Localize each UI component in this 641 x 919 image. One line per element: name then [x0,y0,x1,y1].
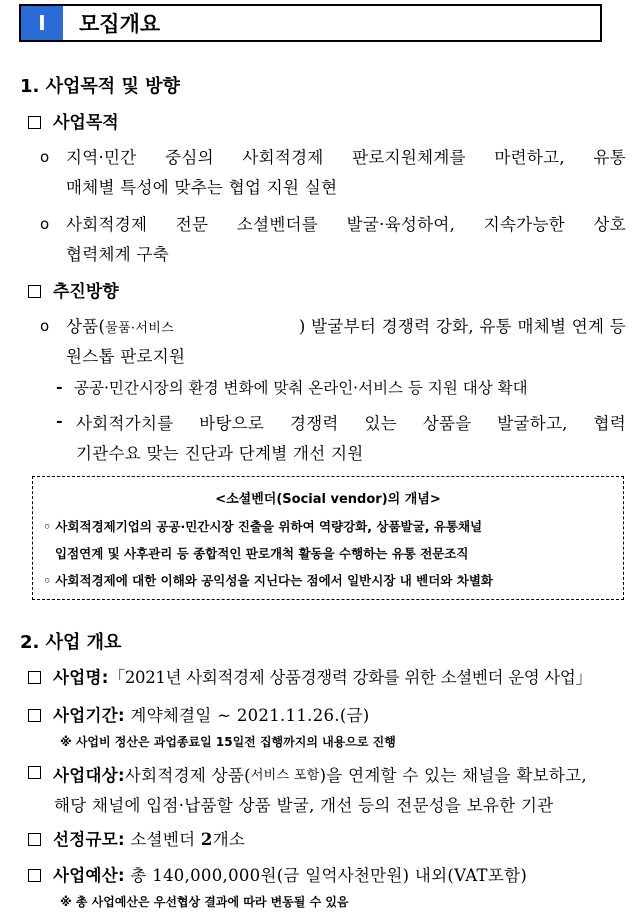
purpose-item-1-line-1: 지역·민간 중심의 사회적경제 판로지원체계를 마련하고, 유통 [66,148,626,167]
section-title: 모집개요 [79,12,161,36]
section-title-box [19,4,602,42]
concept-title: <소셜벤더(Social vendor)의 개념> [215,492,441,507]
project-name-row: 사업명:「2021년 사회적경제 상품경쟁력 강화를 위한 소셜벤더 운영 사업」 [28,664,592,688]
purpose-heading: 사업목적 [28,108,119,133]
concept-box [32,476,624,600]
purpose-item-1-line-2: 매체별 특성에 맞추는 협업 지원 실현 [66,178,338,197]
project-scale-row: 선정규모: 소셜벤더 2개소 [28,826,245,850]
direction-sub-2-line-2: 기관수요 맞는 진단과 단계별 개선 지원 [76,444,364,463]
project-budget-row: 사업예산: 총 140,000,000원(금 일억사천만원) 내외(VAT포함) [28,862,527,886]
dash-bullet-icon: - [56,377,63,396]
direction-sub-2-line-1: 사회적가치를 바탕으로 경쟁력 있는 상품을 발굴하고, 협력 [76,414,626,433]
circle-bullet-icon: o [40,215,50,233]
period-note: ※ 사업비 정산은 과업종료일 15일전 집행까지의 내용으로 진행 [60,735,396,749]
budget-note: ※ 총 사업예산은 우선협상 결과에 따라 변동될 수 있음 [60,895,349,909]
heading-2: 2. 사업 개요 [20,632,122,653]
checkbox-square-icon [28,709,41,722]
checkbox-square-icon [28,116,41,129]
checkbox-square-icon [28,833,41,846]
checkbox-square-icon [28,766,41,779]
project-target-row: 사업대상: 사회적경제 상품( 서비스 포함 )을 연계할 수 있는 채널을 확보하고, [28,762,626,786]
purpose-item-2-line-2: 협력체계 구축 [66,245,169,264]
direction-heading: 추진방향 [28,277,119,302]
concept-line-3: ◦ 사회적경제에 대한 이해와 공익성을 지닌다는 점에서 일반시장 내 벤더와 차별화 [43,573,493,588]
direction-sub-1: 공공·민간시장의 환경 변화에 맞춰 온라인·서비스 등 지원 대상 확대 [74,379,528,397]
direction-item-line-2: 원스톱 판로지원 [66,347,186,366]
purpose-item-2-line-1: 사회적경제 전문 소셜벤더를 발굴·육성하여, 지속가능한 상호 [66,215,626,234]
section-number: Ⅰ [21,6,63,40]
checkbox-square-icon [28,671,41,684]
heading-1: 1. 사업목적 및 방향 [20,76,180,97]
circle-bullet-icon: o [40,317,50,335]
project-period-row: 사업기간: 계약체결일 ~ 2021.11.26.(금) [28,702,370,726]
circle-bullet-icon: o [40,148,50,166]
concept-line-1: ◦ 사회적경제기업의 공공·민간시장 진출을 위하여 역량강화, 상품발굴, 유통채널 [43,519,483,534]
project-target-line-2: 해당 채널에 입점·납품할 상품 발굴, 개선 등의 전문성을 보유한 기관 [54,796,554,815]
checkbox-square-icon [28,285,41,298]
checkbox-square-icon [28,869,41,882]
dash-bullet-icon: - [56,411,63,430]
direction-item-line-1: 상품(물품·서비스 ) 발굴부터 경쟁력 강화, 유통 매체별 연계 등 [66,317,626,336]
concept-line-2: 입점연계 및 사후관리 등 종합적인 판로개척 활동을 수행하는 유통 전문조직 [55,546,469,561]
